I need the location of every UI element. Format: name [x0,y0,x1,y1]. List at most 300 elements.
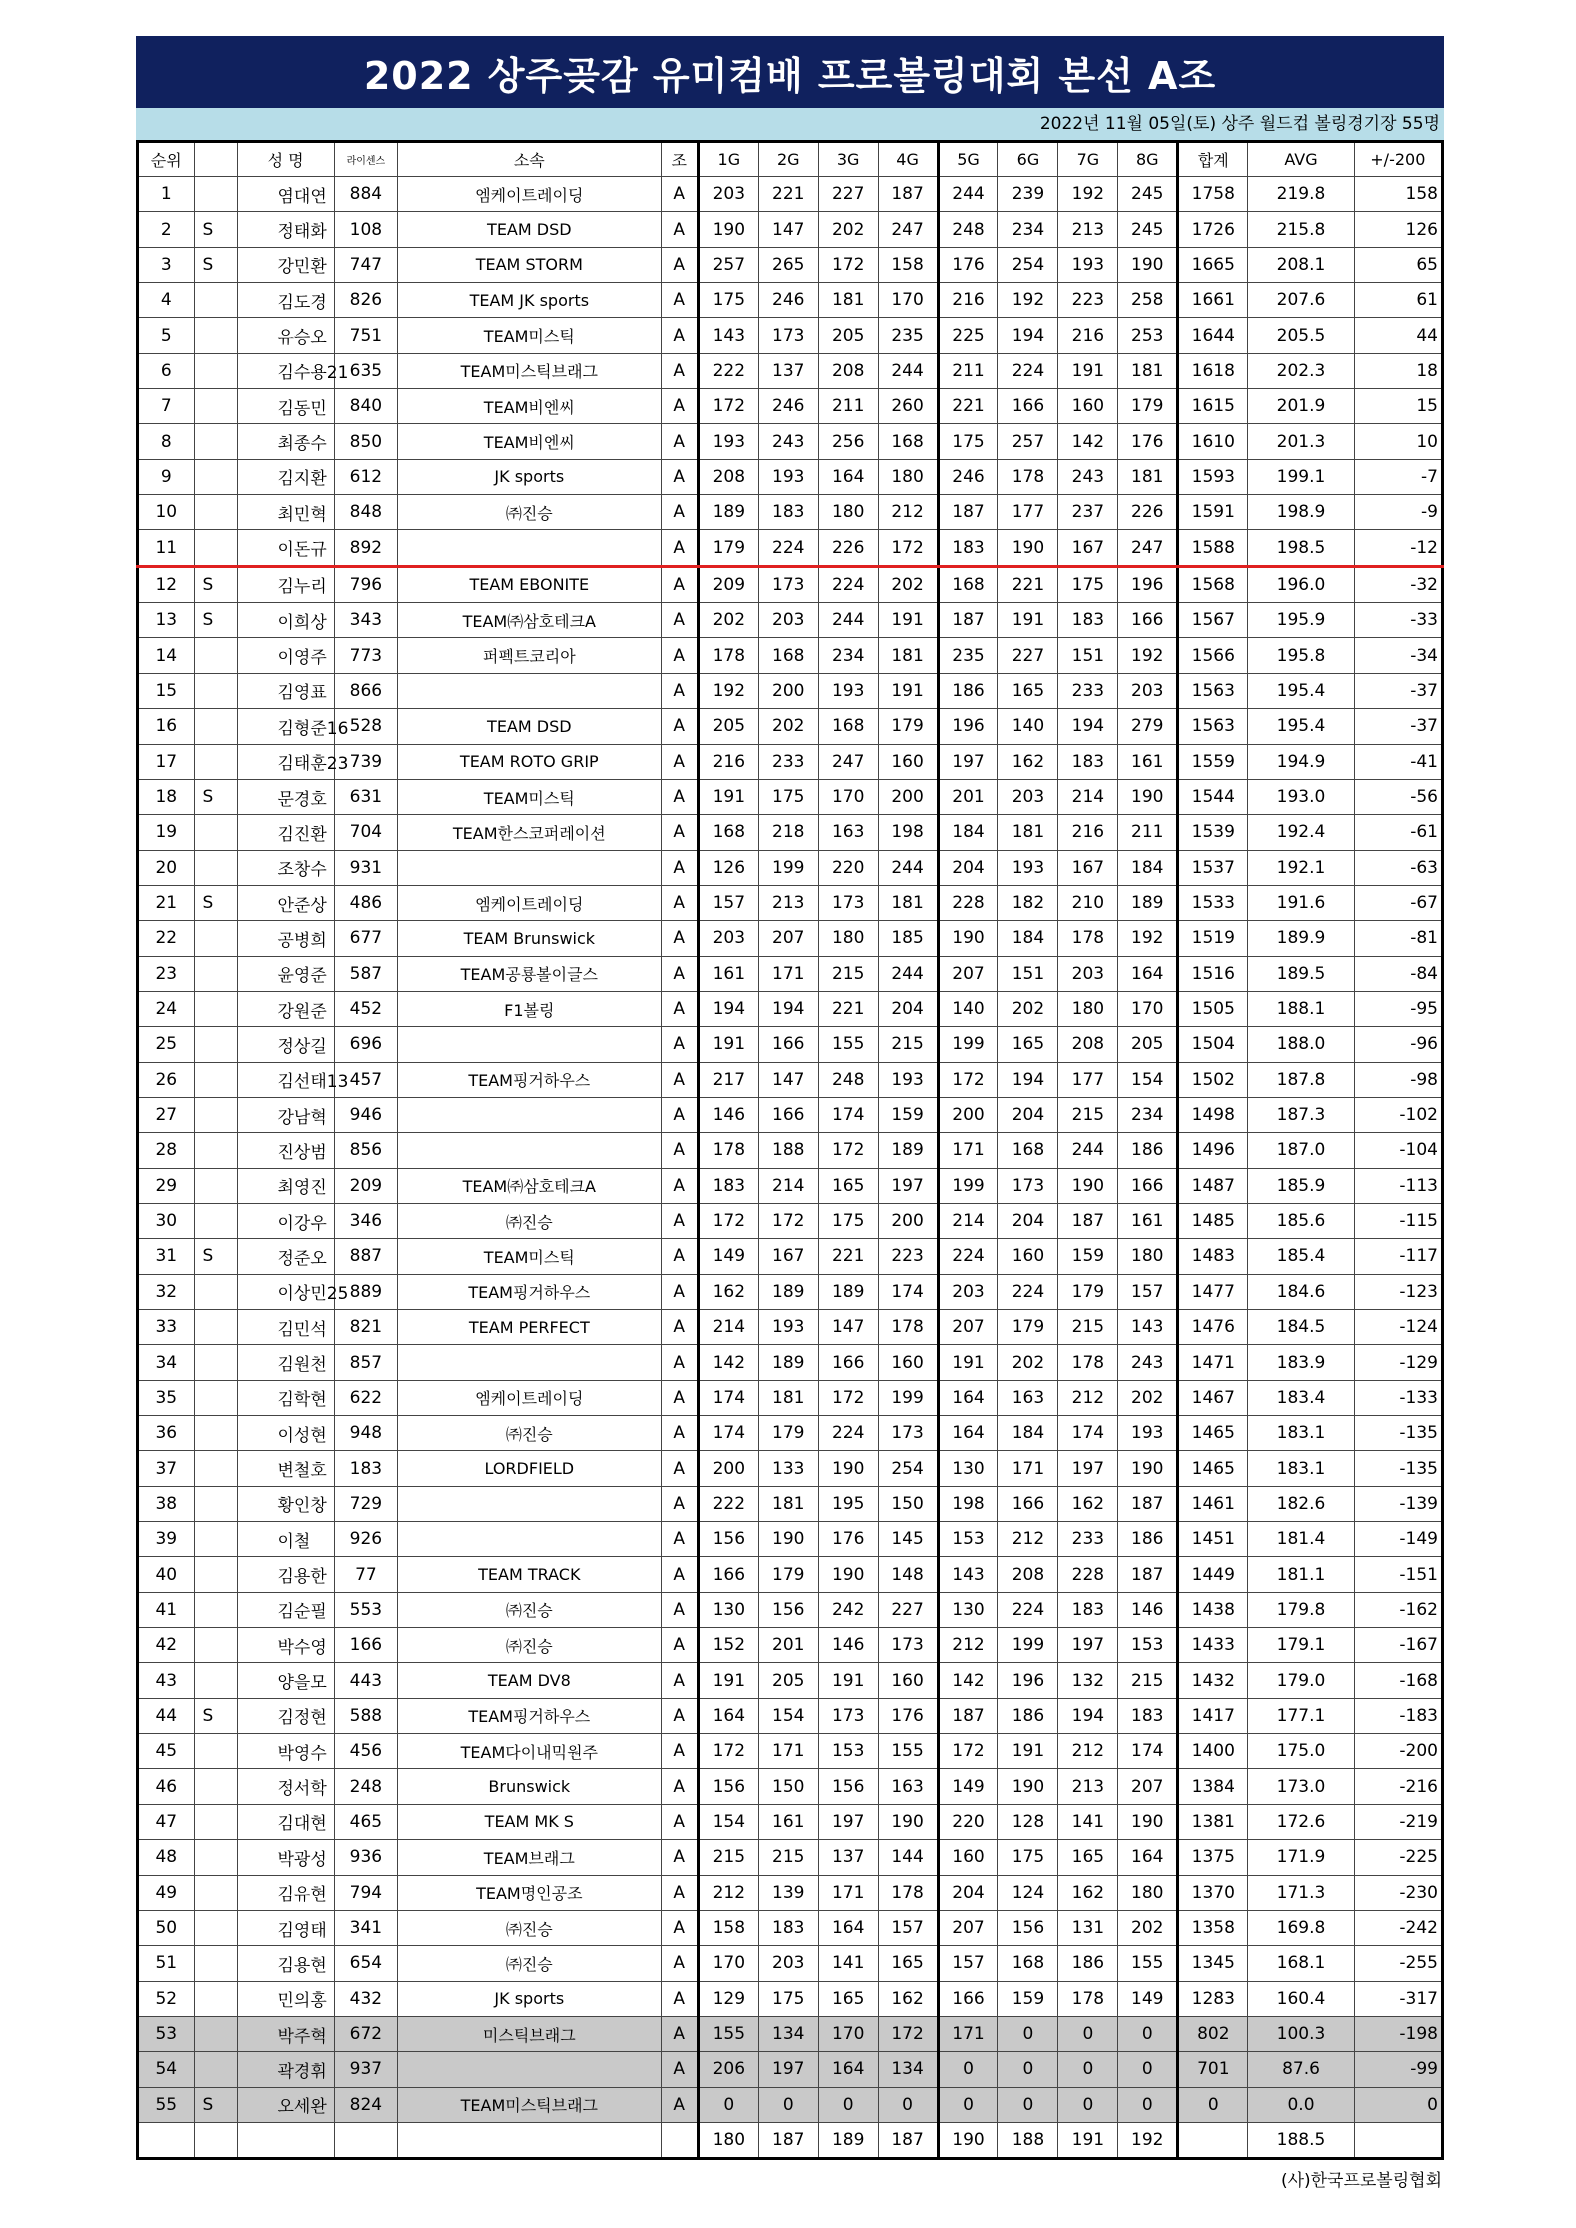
cell-name: 조창수 [237,850,334,885]
cell-license: 931 [334,850,397,885]
cell-g4: 176 [878,1698,938,1733]
cell-rank: 32 [138,1274,195,1309]
cell-g6: 257 [998,424,1058,459]
cell-g4: 158 [878,247,938,282]
cell-total: 1593 [1178,459,1248,494]
cell-g8: 164 [1118,956,1178,991]
cell-g6: 0 [998,2052,1058,2087]
table-row [138,603,1443,638]
cell-s [194,1486,237,1521]
cell-s [194,1769,237,1804]
cell-g1: 216 [698,744,758,779]
cell-g3: 221 [818,1239,878,1274]
cell-group: A [661,1380,698,1415]
cell-g6: 140 [998,709,1058,744]
cell-rank: 53 [138,2016,195,2051]
table-row [138,1168,1443,1203]
cell-diff: -216 [1354,1769,1442,1804]
cell-g5: 160 [938,1840,998,1875]
cell-total: 1477 [1178,1274,1248,1309]
cell-g1: 149 [698,1239,758,1274]
cell-g2: 134 [758,2016,818,2051]
cell-g2: 215 [758,1840,818,1875]
table-row [138,1698,1443,1733]
table-row [138,1310,1443,1345]
cell-avg: 183.1 [1248,1416,1354,1451]
cell-g7: 162 [1058,1875,1118,1910]
cell-g6: 191 [998,1734,1058,1769]
cell-g8: 211 [1118,815,1178,850]
cell-diff: -317 [1354,1981,1442,2016]
cell-s [194,991,237,1026]
cell-diff: -168 [1354,1663,1442,1698]
cell-g8: 155 [1118,1946,1178,1981]
cell-g7: 183 [1058,744,1118,779]
cell-rank: 9 [138,459,195,494]
cell-license: 892 [334,530,397,566]
cell-group: A [661,566,698,602]
cell-diff: -139 [1354,1486,1442,1521]
cell-g2: 221 [758,177,818,212]
header-s [194,142,237,177]
cell-rank: 31 [138,1239,195,1274]
cell-g4: 178 [878,1310,938,1345]
cell-g6: 204 [998,1203,1058,1238]
cell-g4: 189 [878,1133,938,1168]
cell-group: A [661,1027,698,1062]
cell-g4: 185 [878,921,938,956]
cell-g7: 183 [1058,603,1118,638]
cell-total: 1483 [1178,1239,1248,1274]
cell-group: A [661,1239,698,1274]
cell-g3: 193 [818,673,878,708]
cell-name: 강원준 [237,991,334,1026]
cell-license: 654 [334,1946,397,1981]
cell-g3: 165 [818,1168,878,1203]
cell-team: TEAM명인공조 [398,1875,661,1910]
cell-g4: 244 [878,353,938,388]
cell-g4: 178 [878,1875,938,1910]
header-g3: 3G [818,142,878,177]
cell-license: 588 [334,1698,397,1733]
cell-g6: 204 [998,1097,1058,1132]
cell-g6: 156 [998,1910,1058,1945]
cell-g4: 200 [878,779,938,814]
cell-g6: 224 [998,1274,1058,1309]
cell-license: 166 [334,1628,397,1663]
cell-avg: 184.5 [1248,1310,1354,1345]
cell-avg: 183.4 [1248,1380,1354,1415]
cell-g1: 154 [698,1804,758,1839]
cell-team: TEAM㈜삼호테크A [398,1168,661,1203]
cell-license: 884 [334,177,397,212]
cell-avg: 188.1 [1248,991,1354,1026]
cell-group: A [661,1133,698,1168]
cell-license: 946 [334,1097,397,1132]
cell-g1: 129 [698,1981,758,2016]
cell-license: 672 [334,2016,397,2051]
cell-g7: 213 [1058,212,1118,247]
cell-avg: 207.6 [1248,283,1354,318]
cell-g3: 164 [818,2052,878,2087]
cell-g3: 221 [818,991,878,1026]
cell-g6: 168 [998,1133,1058,1168]
cell-rank: 47 [138,1804,195,1839]
cell-rank: 51 [138,1946,195,1981]
cell-group: A [661,212,698,247]
cell-g3: 174 [818,1097,878,1132]
cell-g3: 190 [818,1451,878,1486]
cell-g1: 126 [698,850,758,885]
cell-g6: 196 [998,1663,1058,1698]
cell-total: 1471 [1178,1345,1248,1380]
cell-g8: 196 [1118,566,1178,602]
cell-name: 이강우 [237,1203,334,1238]
cell-rank: 3 [138,247,195,282]
cell-s [194,1875,237,1910]
cell-g4: 144 [878,1840,938,1875]
cell-avg: 201.3 [1248,424,1354,459]
cell-license: 635 [334,353,397,388]
cell-group: A [661,1628,698,1663]
cell-g4: 174 [878,1274,938,1309]
cell-g1: 162 [698,1274,758,1309]
header-row [138,142,1443,177]
cell-rank: 36 [138,1416,195,1451]
cell-g2: 246 [758,389,818,424]
cell-diff: 158 [1354,177,1442,212]
cell-g2: 246 [758,283,818,318]
table-row [138,495,1443,530]
cell-g3: 195 [818,1486,878,1521]
avg-blank [138,2122,195,2158]
cell-license: 739 [334,744,397,779]
event-info: 2022년 11월 05일(토) 상주 월드컵 볼링경기장 55명 [136,108,1444,140]
cell-rank: 34 [138,1345,195,1380]
cell-license: 587 [334,956,397,991]
cell-g7: 167 [1058,530,1118,566]
cell-license: 183 [334,1451,397,1486]
cell-g7: 151 [1058,638,1118,673]
cell-g7: 192 [1058,177,1118,212]
cell-avg: 195.4 [1248,709,1354,744]
table-row [138,2016,1443,2051]
cell-license: 856 [334,1133,397,1168]
cell-total: 0 [1178,2087,1248,2122]
cell-license: 704 [334,815,397,850]
cell-g4: 160 [878,744,938,779]
cell-total: 1610 [1178,424,1248,459]
cell-license: 826 [334,283,397,318]
cell-g8: 153 [1118,1628,1178,1663]
cell-rank: 43 [138,1663,195,1698]
cell-g2: 181 [758,1380,818,1415]
cell-g8: 190 [1118,1804,1178,1839]
cell-g6: 184 [998,921,1058,956]
cell-g6: 165 [998,673,1058,708]
cell-avg: 193.0 [1248,779,1354,814]
cell-g2: 243 [758,424,818,459]
cell-g2: 197 [758,2052,818,2087]
cell-g8: 215 [1118,1663,1178,1698]
header-g5: 5G [938,142,998,177]
cell-g6: 227 [998,638,1058,673]
cell-avg: 196.0 [1248,566,1354,602]
cell-total: 1487 [1178,1168,1248,1203]
cell-g3: 164 [818,1910,878,1945]
cell-g8: 245 [1118,212,1178,247]
cell-g2: 202 [758,709,818,744]
cell-diff: -135 [1354,1451,1442,1486]
cell-g3: 137 [818,1840,878,1875]
cell-g3: 227 [818,177,878,212]
cell-license: 209 [334,1168,397,1203]
cell-team: 엠케이트레이딩 [398,1380,661,1415]
cell-g1: 156 [698,1522,758,1557]
cell-diff: -115 [1354,1203,1442,1238]
cell-g1: 222 [698,1486,758,1521]
avg-blank [194,2122,237,2158]
table-row [138,1840,1443,1875]
cell-avg: 198.9 [1248,495,1354,530]
cell-g4: 197 [878,1168,938,1203]
cell-team: TEAM미스틱브래그 [398,2087,661,2122]
cell-g3: 141 [818,1946,878,1981]
cell-license: 432 [334,1981,397,2016]
cell-rank: 39 [138,1522,195,1557]
cell-avg: 177.1 [1248,1698,1354,1733]
cell-team: F1볼링 [398,991,661,1026]
cell-g1: 175 [698,283,758,318]
cell-g8: 243 [1118,1345,1178,1380]
table-row [138,530,1443,566]
cell-g5: 190 [938,921,998,956]
cell-diff: -84 [1354,956,1442,991]
cell-name: 정상길 [237,1027,334,1062]
cell-g5: 153 [938,1522,998,1557]
cell-g7: 183 [1058,1592,1118,1627]
cell-avg: 191.6 [1248,885,1354,920]
cell-diff: -56 [1354,779,1442,814]
cell-g8: 161 [1118,744,1178,779]
cell-avg: 187.3 [1248,1097,1354,1132]
avg-g7: 191 [1058,2122,1118,2158]
cell-g7: 178 [1058,1345,1118,1380]
cell-g3: 0 [818,2087,878,2122]
cell-license: 341 [334,1910,397,1945]
cell-g3: 165 [818,1981,878,2016]
cell-license: 622 [334,1380,397,1415]
cell-g5: 172 [938,1062,998,1097]
cell-s [194,424,237,459]
cell-g4: 160 [878,1345,938,1380]
cell-total: 1345 [1178,1946,1248,1981]
cell-total: 1665 [1178,247,1248,282]
cell-g8: 166 [1118,1168,1178,1203]
cell-g3: 181 [818,283,878,318]
cell-group: A [661,1062,698,1097]
cell-rank: 27 [138,1097,195,1132]
cell-team: TEAM미스틱브래그 [398,353,661,388]
page-title: 2022 상주곶감 유미컴배 프로볼링대회 본선 A조 [136,36,1444,108]
cell-license: 612 [334,459,397,494]
cell-g5: 207 [938,1310,998,1345]
cell-g3: 256 [818,424,878,459]
table-row [138,1133,1443,1168]
cell-total: 1563 [1178,709,1248,744]
cell-g6: 162 [998,744,1058,779]
cell-g2: 147 [758,212,818,247]
cell-g1: 209 [698,566,758,602]
cell-g3: 220 [818,850,878,885]
cell-g2: 203 [758,603,818,638]
cell-total: 1381 [1178,1804,1248,1839]
cell-g2: 175 [758,779,818,814]
cell-g6: 193 [998,850,1058,885]
cell-total: 1400 [1178,1734,1248,1769]
cell-name: 김영태 [237,1910,334,1945]
cell-g7: 165 [1058,1840,1118,1875]
cell-g5: 168 [938,566,998,602]
cell-total: 1758 [1178,177,1248,212]
cell-g5: 198 [938,1486,998,1521]
table-row [138,1804,1443,1839]
cell-rank: 4 [138,283,195,318]
cell-g2: 147 [758,1062,818,1097]
cell-g7: 142 [1058,424,1118,459]
cell-g5: 171 [938,2016,998,2051]
cell-g2: 166 [758,1097,818,1132]
cell-team: TEAM핑거하우스 [398,1062,661,1097]
cell-name: 안준상 [237,885,334,920]
cell-g8: 154 [1118,1062,1178,1097]
cell-g5: 140 [938,991,998,1026]
cell-g1: 168 [698,815,758,850]
cell-diff: -96 [1354,1027,1442,1062]
cell-team: TEAM핑거하우스 [398,1274,661,1309]
cell-s: S [194,247,237,282]
cell-name: 강민환 [237,247,334,282]
cell-group: A [661,1168,698,1203]
cell-diff: -41 [1354,744,1442,779]
cell-g5: 224 [938,1239,998,1274]
cell-s [194,530,237,566]
cell-g8: 253 [1118,318,1178,353]
cell-rank: 11 [138,530,195,566]
cell-g8: 193 [1118,1416,1178,1451]
cell-diff: -225 [1354,1840,1442,1875]
cell-g7: 162 [1058,1486,1118,1521]
cell-g7: 233 [1058,673,1118,708]
table-row [138,1910,1443,1945]
cell-license: 346 [334,1203,397,1238]
cell-group: A [661,1946,698,1981]
cell-g4: 173 [878,1628,938,1663]
table-row [138,1734,1443,1769]
cell-g7: 203 [1058,956,1118,991]
cell-g7: 190 [1058,1168,1118,1203]
cell-license: 343 [334,603,397,638]
cell-total: 1504 [1178,1027,1248,1062]
cell-total: 1498 [1178,1097,1248,1132]
cell-group: A [661,779,698,814]
cell-g4: 227 [878,1592,938,1627]
cell-g8: 202 [1118,1910,1178,1945]
cell-g4: 159 [878,1097,938,1132]
cell-team: TEAM TRACK [398,1557,661,1592]
cell-s [194,815,237,850]
cell-g4: 168 [878,424,938,459]
cell-group: A [661,1910,698,1945]
cell-avg: 179.0 [1248,1663,1354,1698]
cell-total: 1461 [1178,1486,1248,1521]
cell-diff: -162 [1354,1592,1442,1627]
cell-diff: -67 [1354,885,1442,920]
cell-name: 최영진 [237,1168,334,1203]
cell-g3: 164 [818,459,878,494]
cell-license: 528 [334,709,397,744]
cell-g1: 205 [698,709,758,744]
cell-g8: 190 [1118,779,1178,814]
header-name: 성 명 [237,142,334,177]
cell-group: A [661,1981,698,2016]
cell-g7: 167 [1058,850,1118,885]
cell-g5: 187 [938,1698,998,1733]
cell-g3: 171 [818,1875,878,1910]
cell-rank: 52 [138,1981,195,2016]
cell-name: 김동민 [237,389,334,424]
cell-avg: 87.6 [1248,2052,1354,2087]
cell-rank: 12 [138,566,195,602]
cell-avg: 205.5 [1248,318,1354,353]
cell-g3: 166 [818,1345,878,1380]
cell-rank: 25 [138,1027,195,1062]
cell-avg: 169.8 [1248,1910,1354,1945]
cell-rank: 16 [138,709,195,744]
cell-g4: 134 [878,2052,938,2087]
cell-total: 1467 [1178,1380,1248,1415]
cell-total: 1451 [1178,1522,1248,1557]
header-g4: 4G [878,142,938,177]
cell-g4: 172 [878,530,938,566]
cell-g3: 153 [818,1734,878,1769]
cell-g5: 207 [938,956,998,991]
cell-diff: -230 [1354,1875,1442,1910]
cell-diff: 15 [1354,389,1442,424]
cell-group: A [661,1486,698,1521]
cell-name: 정태화 [237,212,334,247]
cell-g2: 233 [758,744,818,779]
cell-avg: 179.8 [1248,1592,1354,1627]
cell-s [194,921,237,956]
cell-g5: 130 [938,1451,998,1486]
cell-g1: 193 [698,424,758,459]
cell-s [194,1062,237,1097]
cell-g7: 228 [1058,1557,1118,1592]
cell-s [194,1910,237,1945]
cell-group: A [661,709,698,744]
cell-g2: 183 [758,1910,818,1945]
cell-name: 민의홍 [237,1981,334,2016]
cell-diff: -167 [1354,1628,1442,1663]
cell-group: A [661,2016,698,2051]
cell-avg: 171.9 [1248,1840,1354,1875]
cell-total: 1544 [1178,779,1248,814]
cell-diff: -183 [1354,1698,1442,1733]
cell-g2: 265 [758,247,818,282]
cell-g7: 191 [1058,353,1118,388]
cell-g5: 200 [938,1097,998,1132]
